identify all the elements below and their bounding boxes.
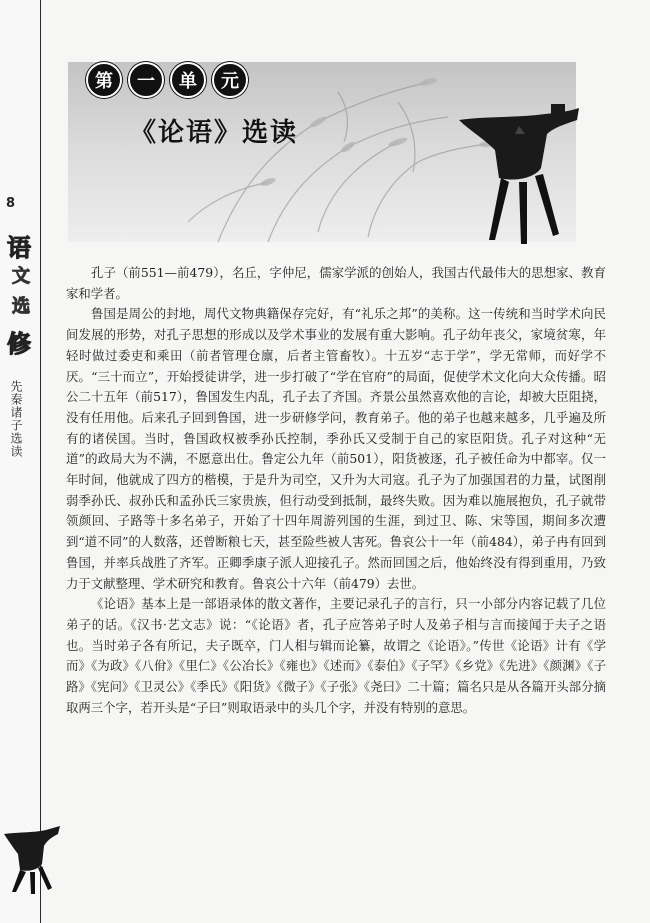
series-char-3: 选 [12,296,30,317]
bronze-jue-vessel-icon [455,98,585,246]
body-text [66,263,606,718]
paragraph: 《论语》基本上是一部语录体的散文著作，主要记录孔子的言行，只一小部分内容记载了几位弟子的话。《汉书·艺文志》说：“《论语》者，孔子应答弟子时人及弟子相与言而接闻于夫子之语也。当时弟子各有所记，夫子既卒，门人相与辑而论纂，故谓之《论语》。”传世《论语》计有《学而》《为政》《八佾》《里仁》《公冶长》《雍也》《述而》《泰伯》《子罕》《乡党》《先进》《颜渊》《子路》《宪问》《卫灵公》《季氏》《阳货》《微子》《子张》《尧曰》二十篇；篇名只是从各篇开头部分摘取两三个字，若开头是“子曰”则取语录中的头几个字，并没有特别的意思。 [66,596,606,715]
unit-badge-char: 元 [212,62,248,98]
chapter-title: 《论语》选读 [130,118,299,148]
paragraph: 鲁国是周公的封地，周代文物典籍保存完好，有“礼乐之邦”的美称。这一传统和当时学术向民间发展的形势，对孔子思想的形成以及学术事业的发展有重大影响。孔子幼年丧父，家境贫寒，年轻时做过委吏和乘田（前者管理仓廪，后者主管畜牧）。十五岁“志于学”，学无常师，而好学不厌。“三十而立”，开始授徒讲学，进一步打破了“学在官府”的局面，促使学术文化向大众传播。昭公二十五年（前517），鲁国发生内乱，孔子去了齐国。齐景公虽然喜欢他的言论，却被大臣阻挠，没有任用他。后来孔子回到鲁国，进一步研修学问，教育弟子。他的弟子也越来越多，几乎遍及所有的诸侯国。当时，鲁国政权被季孙氏控制，季孙氏又受制于自己的家臣阳货。孔子对这种“无道”的政局大为不满，不愿意出仕。鲁定公九年（前501），阳货被逐，孔子被任命为中都宰。仅一年时间，他就成了四方的楷模，于是升为司空，又升为大司寇。孔子为了加强国君的力量，试图削弱季孙氏、叔孙氏和孟孙氏三家贵族，但行动受到抵制，最终失败。因为难以施展抱负，孔子就带领颜回、子路等十多名弟子，开始了十四年周游列国的生涯，到过卫、陈、宋等国，期间多次遭到“道不同”的人数落，还曾断粮七天，甚至险些被人害死。鲁哀公十一年（前484），弟子冉有回到鲁国，并率兵战胜了齐军。正卿季康子派人迎接孔子。然而回国之后，他始终没有得到重用，乃致力于文献整理、学术研究和教育。鲁哀公十六年（前479）去世。 [66,306,606,591]
unit-badge-char: 单 [170,62,206,98]
small-jue-vessel-icon [2,824,62,894]
unit-badge [86,62,248,98]
series-char-1: 语 [7,233,31,262]
paragraph: 孔子（前551—前479），名丘，字仲尼，儒家学派的创始人，我国古代最伟大的思想家、教育家和学者。 [66,265,606,301]
unit-badge-char: 第 [86,62,122,98]
book-title-vertical: 先秦诸子选读 [9,380,23,458]
page-number: 8 [6,196,16,211]
series-char-4: 修 [7,329,31,358]
series-char-2: 文 [12,266,30,287]
left-margin-strip [0,0,41,923]
unit-badge-char: 一 [128,62,164,98]
